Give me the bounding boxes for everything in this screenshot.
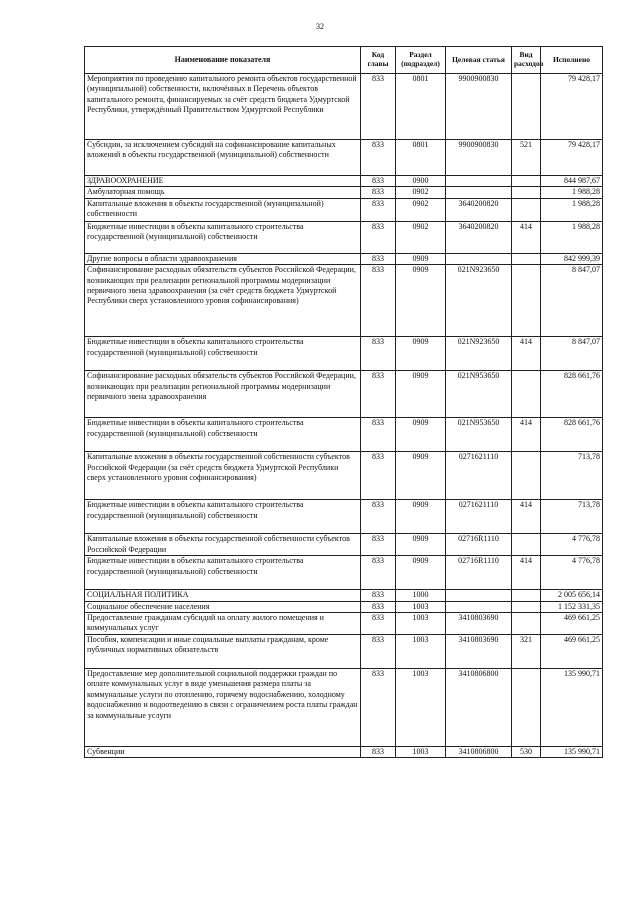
cell-expense-type (512, 371, 541, 418)
cell-section: 1003 (396, 746, 446, 757)
table-body (85, 74, 603, 758)
cell-target (446, 601, 512, 612)
table-row (85, 337, 603, 371)
cell-target: 02716R1110 (446, 556, 512, 590)
header-executed: Исполнено (541, 47, 603, 74)
cell-target: 3640200820 (446, 198, 512, 221)
cell-name: Субвенции (85, 746, 361, 757)
table-row (85, 265, 603, 337)
cell-target: 021N923650 (446, 265, 512, 337)
cell-section: 1003 (396, 634, 446, 668)
cell-target: 021N953650 (446, 371, 512, 418)
cell-executed: 1 988,28 (541, 198, 603, 221)
cell-name: Предоставление мер дополнительной социальной поддержки граждан по оплате коммунальных услуг в виде уменьшения размера платы за коммунальные услуги по отоплению, горячему водоснабжению, холодному водоснабжению и водоотведению в связи с ограничением роста платы граждан за коммунальные услуги (85, 668, 361, 746)
cell-expense-type (512, 590, 541, 601)
cell-executed: 1 988,28 (541, 187, 603, 198)
cell-section: 1000 (396, 590, 446, 601)
table-row (85, 253, 603, 264)
cell-section: 0801 (396, 74, 446, 140)
cell-executed: 4 776,78 (541, 534, 603, 556)
cell-expense-type (512, 612, 541, 634)
cell-target: 02716R1110 (446, 534, 512, 556)
cell-executed: 4 776,78 (541, 556, 603, 590)
cell-chapter: 833 (361, 74, 396, 140)
cell-section: 0909 (396, 265, 446, 337)
header-section: Раздел (подраздел) (396, 47, 446, 74)
cell-name: Амбулаторная помощь (85, 187, 361, 198)
cell-target: 3410803690 (446, 612, 512, 634)
cell-expense-type: 530 (512, 746, 541, 757)
header-chapter: Код главы (361, 47, 396, 74)
cell-expense-type (512, 534, 541, 556)
cell-name: Капитальные вложения в объекты государственной собственности субъектов Российской Федерации (85, 534, 361, 556)
table-row (85, 418, 603, 452)
cell-name: СОЦИАЛЬНАЯ ПОЛИТИКА (85, 590, 361, 601)
cell-chapter: 833 (361, 452, 396, 500)
cell-executed: 844 987,67 (541, 176, 603, 187)
cell-executed: 8 847,07 (541, 265, 603, 337)
cell-target: 3410803690 (446, 634, 512, 668)
cell-section: 0909 (396, 452, 446, 500)
cell-name: Бюджетные инвестиции в объекты капитального строительства государственной (муниципальной) собственности (85, 500, 361, 534)
cell-executed: 469 661,25 (541, 634, 603, 668)
header-name: Наименование показателя (85, 47, 361, 74)
cell-section: 0909 (396, 253, 446, 264)
cell-section: 0909 (396, 371, 446, 418)
cell-name: ЗДРАВООХРАНЕНИЕ (85, 176, 361, 187)
cell-name: Другие вопросы в области здравоохранения (85, 253, 361, 264)
cell-section: 0909 (396, 534, 446, 556)
cell-name: Бюджетные инвестиции в объекты капитального строительства государственной (муниципальной) собственности (85, 221, 361, 253)
cell-target: 3410806800 (446, 668, 512, 746)
cell-expense-type: 321 (512, 634, 541, 668)
cell-chapter: 833 (361, 668, 396, 746)
cell-executed: 79 428,17 (541, 140, 603, 176)
cell-name: Бюджетные инвестиции в объекты капитального строительства государственной (муниципальной) собственности (85, 418, 361, 452)
cell-chapter: 833 (361, 253, 396, 264)
table-row (85, 140, 603, 176)
cell-expense-type (512, 601, 541, 612)
cell-expense-type (512, 176, 541, 187)
cell-target (446, 590, 512, 601)
cell-target: 0271621110 (446, 500, 512, 534)
cell-executed: 469 661,25 (541, 612, 603, 634)
cell-name: Капитальные вложения в объекты государственной собственности субъектов Российской Федерации (за счёт средств бюджета Удмуртской Республики сверх установленного уровня софинансирования) (85, 452, 361, 500)
header-expense-type: Вид расходов (512, 47, 541, 74)
cell-name: Социальное обеспечение населения (85, 601, 361, 612)
cell-expense-type (512, 265, 541, 337)
cell-chapter: 833 (361, 418, 396, 452)
cell-expense-type (512, 187, 541, 198)
cell-chapter: 833 (361, 337, 396, 371)
page-number: 32 (316, 22, 324, 31)
cell-section: 0801 (396, 140, 446, 176)
cell-expense-type: 414 (512, 556, 541, 590)
cell-chapter: 833 (361, 534, 396, 556)
cell-section: 0909 (396, 337, 446, 371)
cell-section: 0909 (396, 556, 446, 590)
cell-expense-type: 414 (512, 337, 541, 371)
cell-expense-type (512, 198, 541, 221)
cell-expense-type: 521 (512, 140, 541, 176)
cell-executed: 842 999,39 (541, 253, 603, 264)
cell-executed: 713,78 (541, 500, 603, 534)
cell-name: Субсидии, за исключением субсидий на софинансирование капитальных вложений в объекты государственной (муниципальной) собственности (85, 140, 361, 176)
cell-section: 0909 (396, 500, 446, 534)
cell-section: 0902 (396, 221, 446, 253)
cell-executed: 79 428,17 (541, 74, 603, 140)
cell-chapter: 833 (361, 265, 396, 337)
cell-target: 3640200820 (446, 221, 512, 253)
cell-expense-type (512, 668, 541, 746)
cell-target (446, 187, 512, 198)
table-row (85, 634, 603, 668)
cell-name: Предоставление гражданам субсидий на оплату жилого помещения и коммунальных услуг (85, 612, 361, 634)
cell-executed: 135 990,71 (541, 746, 603, 757)
cell-target: 0271621110 (446, 452, 512, 500)
cell-name: Мероприятия по проведению капитального ремонта объектов государственной (муниципальной) собственности, включённых в Перечень объектов капитального ремонта, финансируемых за счёт средств бюджета Удмуртской Республики, утверждённый Правительством Удмуртской Республики (85, 74, 361, 140)
table-row (85, 601, 603, 612)
cell-chapter: 833 (361, 556, 396, 590)
cell-chapter: 833 (361, 500, 396, 534)
cell-chapter: 833 (361, 371, 396, 418)
cell-executed: 135 990,71 (541, 668, 603, 746)
cell-section: 0902 (396, 198, 446, 221)
cell-chapter: 833 (361, 612, 396, 634)
cell-executed: 1 988,28 (541, 221, 603, 253)
cell-target: 9900900830 (446, 74, 512, 140)
table-row (85, 556, 603, 590)
cell-executed: 828 661,76 (541, 371, 603, 418)
table-row (85, 590, 603, 601)
table-row (85, 74, 603, 140)
cell-target (446, 253, 512, 264)
expenditure-table (84, 46, 603, 758)
table-row (85, 198, 603, 221)
cell-chapter: 833 (361, 221, 396, 253)
cell-name: Пособия, компенсации и иные социальные выплаты гражданам, кроме публичных нормативных обязательств (85, 634, 361, 668)
cell-target: 021N923650 (446, 337, 512, 371)
cell-chapter: 833 (361, 140, 396, 176)
cell-name: Бюджетные инвестиции в объекты капитального строительства государственной (муниципальной) собственности (85, 556, 361, 590)
cell-expense-type (512, 74, 541, 140)
table-row (85, 176, 603, 187)
cell-name: Бюджетные инвестиции в объекты капитального строительства государственной (муниципальной) собственности (85, 337, 361, 371)
cell-chapter: 833 (361, 634, 396, 668)
cell-target: 021N953650 (446, 418, 512, 452)
cell-executed: 8 847,07 (541, 337, 603, 371)
cell-executed: 828 661,76 (541, 418, 603, 452)
cell-section: 1003 (396, 601, 446, 612)
cell-chapter: 833 (361, 590, 396, 601)
table-row (85, 187, 603, 198)
cell-target: 9900900830 (446, 140, 512, 176)
table-row (85, 452, 603, 500)
cell-expense-type: 414 (512, 418, 541, 452)
table-row (85, 612, 603, 634)
cell-section: 0900 (396, 176, 446, 187)
header-target: Целевая статья (446, 47, 512, 74)
cell-target: 3410806800 (446, 746, 512, 757)
cell-name: Капитальные вложения в объекты государственной (муниципальной) собственности (85, 198, 361, 221)
cell-name: Софинансирование расходных обязательств субъектов Российской Федерации, возникающих при реализации региональной программы модернизации первичного звена здравоохранения (85, 371, 361, 418)
cell-section: 1003 (396, 668, 446, 746)
cell-expense-type (512, 452, 541, 500)
cell-chapter: 833 (361, 601, 396, 612)
table-header-row (85, 47, 603, 74)
cell-executed: 2 005 656,14 (541, 590, 603, 601)
cell-section: 0909 (396, 418, 446, 452)
cell-chapter: 833 (361, 198, 396, 221)
cell-chapter: 833 (361, 176, 396, 187)
cell-expense-type (512, 253, 541, 264)
cell-chapter: 833 (361, 746, 396, 757)
cell-section: 0902 (396, 187, 446, 198)
table-row (85, 371, 603, 418)
cell-chapter: 833 (361, 187, 396, 198)
table-row (85, 534, 603, 556)
table-row (85, 668, 603, 746)
cell-target (446, 176, 512, 187)
table-row (85, 221, 603, 253)
table-row (85, 500, 603, 534)
cell-executed: 1 152 331,35 (541, 601, 603, 612)
cell-expense-type: 414 (512, 500, 541, 534)
cell-section: 1003 (396, 612, 446, 634)
cell-executed: 713,78 (541, 452, 603, 500)
cell-name: Софинансирование расходных обязательств субъектов Российской Федерации, возникающих при реализации региональной программы модернизации первичного звена здравоохранения (за счёт средств бюджета Удмуртской Республики сверх установленного уровня софинансирования) (85, 265, 361, 337)
table-row (85, 746, 603, 757)
cell-expense-type: 414 (512, 221, 541, 253)
